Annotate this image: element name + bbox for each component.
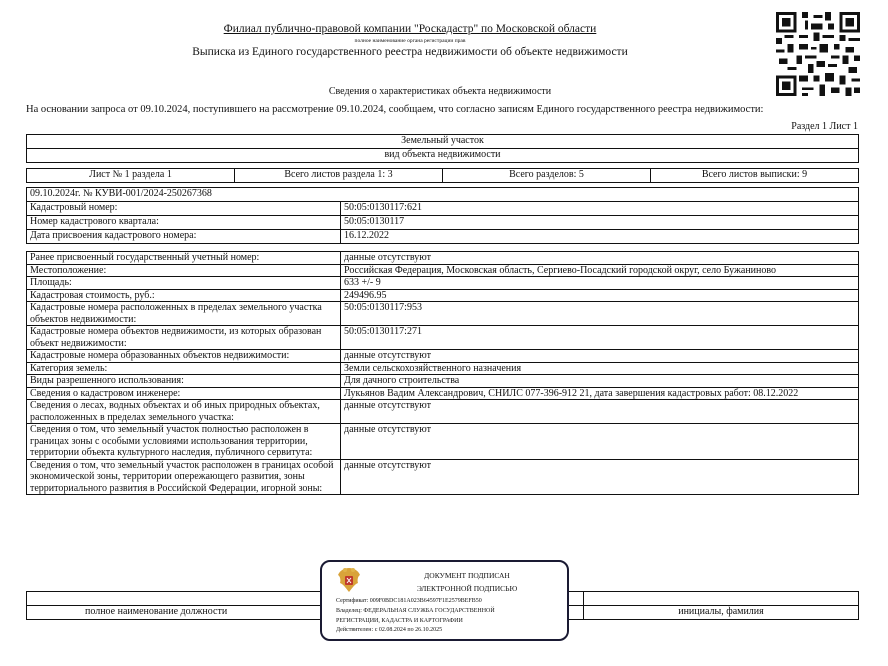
position-caption: полное наименование должности xyxy=(27,606,584,620)
document-title: Выписка из Единого государственного реестра недвижимости об объекте недвижимости xyxy=(192,46,628,58)
table-row xyxy=(27,424,859,460)
table-row xyxy=(27,326,859,350)
stamp-subtitle: ЭЛЕКТРОННОЙ ПОДПИСЬЮ xyxy=(416,584,518,593)
object-type-table xyxy=(26,134,859,163)
row-label: Сведения о кадастровом инженере: xyxy=(27,387,341,400)
row-label: Кадастровые номера объектов недвижимости, из которых образован объект недвижимости: xyxy=(27,326,341,350)
row-value: данные отсутствуют xyxy=(341,424,859,460)
row-value: данные отсутствуют xyxy=(341,459,859,495)
total-sections: Всего разделов: 5 xyxy=(443,169,651,183)
stamp-certificate: Сертификат: 009F0BDC181A023B64597F1E2579BEFB50 xyxy=(336,598,482,604)
table-row xyxy=(27,202,859,216)
characteristics-table xyxy=(26,251,859,495)
stamp-owner-cont: РЕГИСТРАЦИИ, КАДАСТРА И КАРТОГРАФИИ xyxy=(336,618,463,624)
table-row xyxy=(27,277,859,290)
table-row xyxy=(27,375,859,388)
row-label: Сведения о том, что земельный участок полностью расположен в границах зоны с особыми условиями использования территории, территории объекта культурного наследия, публичного сервитута: xyxy=(27,424,341,460)
row-value: данные отсутствуют xyxy=(341,252,859,265)
row-value: 50:05:0130117 xyxy=(341,216,859,230)
row-value: 50:05:0130117:953 xyxy=(341,302,859,326)
name-blank xyxy=(584,592,859,606)
row-label: Кадастровый номер: xyxy=(27,202,341,216)
table-row xyxy=(27,362,859,375)
organization-hint: полное наименование органа регистрации прав xyxy=(354,38,466,44)
row-label: Кадастровые номера образованных объектов недвижимости: xyxy=(27,350,341,363)
row-value: 16.12.2022 xyxy=(341,230,859,244)
object-type-caption: вид объекта недвижимости xyxy=(27,149,859,163)
row-label: Площадь: xyxy=(27,277,341,290)
table-row xyxy=(27,264,859,277)
intro-text: На основании запроса от 09.10.2024, поступившего на рассмотрение 09.10.2024, сообщаем, что согласно записям Единого государственного реестра недвижимости: xyxy=(26,104,764,115)
table-row xyxy=(27,302,859,326)
table-row xyxy=(27,350,859,363)
table-row xyxy=(27,387,859,400)
row-value: Российская Федерация, Московская область, Сергиево-Посадский городской округ, село Бужаниново xyxy=(341,264,859,277)
table-row xyxy=(27,459,859,495)
row-label: Виды разрешенного использования: xyxy=(27,375,341,388)
stamp-title: ДОКУМЕНТ ПОДПИСАН xyxy=(424,571,510,580)
row-label: Дата присвоения кадастрового номера: xyxy=(27,230,341,244)
extract-reference: 09.10.2024г. № КУВИ-001/2024-250267368 xyxy=(27,188,859,202)
row-value: 50:05:0130117:621 xyxy=(341,202,859,216)
row-value: Земли сельскохозяйственного назначения xyxy=(341,362,859,375)
row-label: Сведения о лесах, водных объектах и об иных природных объектах, расположенных в пределах земельного участка: xyxy=(27,400,341,424)
table-row xyxy=(27,230,859,244)
total-sheets-section: Всего листов раздела 1: 3 xyxy=(235,169,443,183)
table-row xyxy=(27,289,859,302)
row-value: данные отсутствуют xyxy=(341,400,859,424)
total-sheets-extract: Всего листов выписки: 9 xyxy=(651,169,859,183)
table-row xyxy=(27,252,859,265)
russian-coat-of-arms-icon xyxy=(336,566,362,594)
sheets-table xyxy=(26,168,859,183)
section-reference: Раздел 1 Лист 1 xyxy=(791,121,858,132)
electronic-signature-stamp xyxy=(320,560,569,641)
row-label: Ранее присвоенный государственный учетный номер: xyxy=(27,252,341,265)
organization-name: Филиал публично-правовой компании "Роскадастр" по Московской области xyxy=(223,23,597,35)
object-type-value: Земельный участок xyxy=(27,135,859,149)
row-value: 249496.95 xyxy=(341,289,859,302)
row-label: Кадастровая стоимость, руб.: xyxy=(27,289,341,302)
row-value: данные отсутствуют xyxy=(341,350,859,363)
section-title: Сведения о характеристиках объекта недвижимости xyxy=(328,86,552,97)
name-caption: инициалы, фамилия xyxy=(584,606,859,620)
stamp-validity: Действителен: с 02.08.2024 по 26.10.2025 xyxy=(336,627,443,633)
row-value: Для дачного строительства xyxy=(341,375,859,388)
table-row xyxy=(27,400,859,424)
sheet-number: Лист № 1 раздела 1 xyxy=(27,169,235,183)
qr-code-icon xyxy=(776,12,860,96)
row-label: Категория земель: xyxy=(27,362,341,375)
row-value: Лукьянов Вадим Александрович, СНИЛС 077-396-912 21, дата завершения кадастровых работ: 08.12.2022 xyxy=(341,387,859,400)
stamp-owner: Владелец: ФЕДЕРАЛЬНАЯ СЛУЖБА ГОСУДАРСТВЕННОЙ xyxy=(336,608,495,614)
row-label: Номер кадастрового квартала: xyxy=(27,216,341,230)
cadastral-header-table xyxy=(26,187,859,244)
row-value: 633 +/- 9 xyxy=(341,277,859,290)
row-label: Сведения о том, что земельный участок расположен в границах особой экономической зоны, территории опережающего развития, зоны территориального развития в Российской Федерации, игорной зоны: xyxy=(27,459,341,495)
table-row xyxy=(27,216,859,230)
row-label: Кадастровые номера расположенных в пределах земельного участка объектов недвижимости: xyxy=(27,302,341,326)
row-label: Местоположение: xyxy=(27,264,341,277)
row-value: 50:05:0130117:271 xyxy=(341,326,859,350)
